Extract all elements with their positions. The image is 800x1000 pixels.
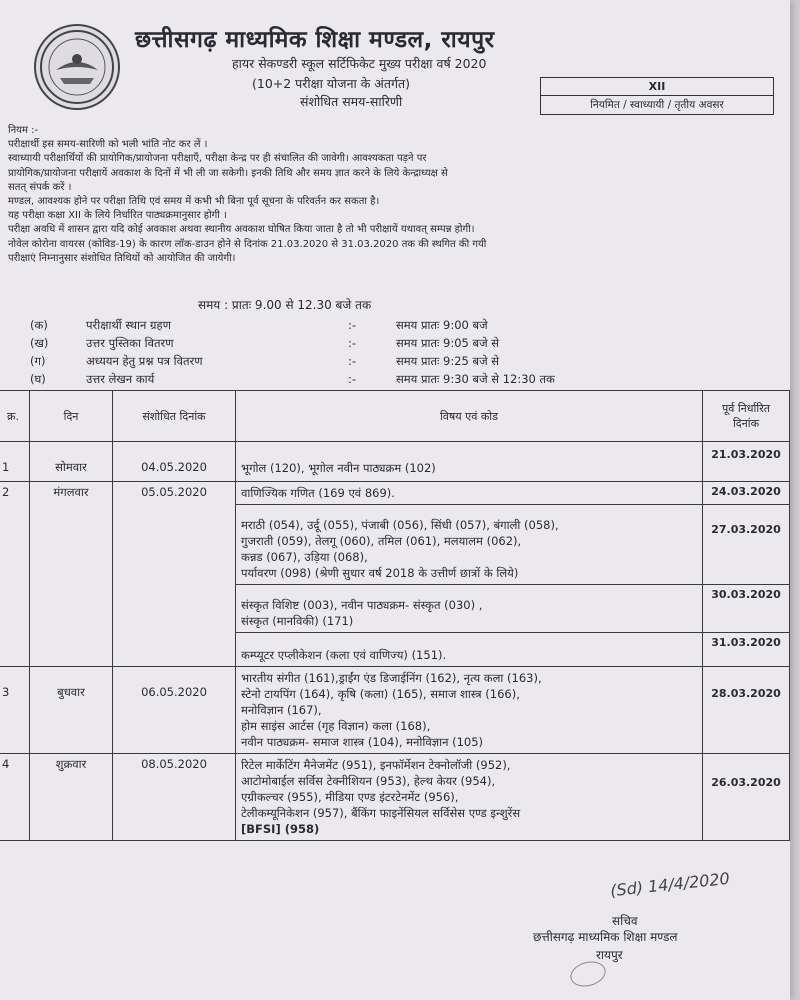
instructions-block	[8, 124, 778, 266]
cell-day: शुक्रवार	[30, 754, 113, 841]
header-subject: विषय एवं कोड	[236, 391, 703, 442]
instruction-line: सतत् संपर्क करें ।	[8, 181, 72, 193]
timing-dash: :-	[348, 372, 357, 386]
office-city: रायपुर	[596, 948, 623, 962]
timing-row	[30, 318, 730, 336]
subject-line: होम साइंस आर्टस (गृह विज्ञान) कला (168),	[241, 719, 431, 733]
candidate-categories: नियमित / स्वाध्यायी / तृतीय अवसर	[590, 99, 724, 111]
subject-line: आटोमोबाईल सर्विस टेक्नीशियन (953), हेल्थ केयर (954),	[241, 774, 496, 788]
instruction-line: परीक्षार्थी इस समय-सारिणी को भली भांति नोट कर लें ।	[8, 139, 208, 151]
instruction-line: प्रायोगिक/प्रायोजना परीक्षायें अवकाश के दिनों में भी ली जा सकेगी। इनकी तिथि और समय ज्ञात करने के लिये केन्द्राध्यक्ष से	[8, 167, 448, 179]
subject-line: संस्कृत (मानविकी) (171)	[241, 614, 354, 628]
timing-dash: :-	[348, 336, 357, 350]
instruction-line: स्वाध्यायी परीक्षार्थियों की प्रायोगिक/प्रायोजना परीक्षाएँ, परीक्षा केन्द्र पर ही संचालित की जावेगी। आवश्यकता पड़ने पर	[8, 153, 427, 165]
instruction-line: मण्डल, आवश्यक होने पर परीक्षा तिथि एवं समय में कभी भी बिना पूर्व सूचना के परिवर्तन कर सकता है।	[8, 196, 380, 208]
timetable	[0, 390, 790, 841]
cell-revised-date: 04.05.2020	[113, 442, 236, 482]
subject-line: मनोविज्ञान (167),	[241, 703, 322, 717]
cell-prev-date: 24.03.2020	[703, 482, 790, 505]
subject-line: कन्नड (067), उड़िया (068),	[241, 550, 368, 564]
office-name: छत्तीसगढ़ माध्यमिक शिक्षा मण्डल	[533, 930, 678, 944]
header-sno: क्र.	[0, 391, 30, 442]
cell-subject	[236, 585, 703, 633]
class-label: XII	[541, 78, 773, 96]
timing-key: (क)	[30, 318, 48, 332]
instruction-line: नियम :-	[8, 125, 39, 136]
subject-line: स्टेनो टायपिंग (164), कृषि (कला) (165), समाज शास्त्र (166),	[241, 687, 520, 701]
header-prev-date: पूर्व निर्धारित दिनांक	[703, 391, 790, 442]
exam-title: हायर सेकण्डरी स्कूल सर्टिफिकेट मुख्य परीक्षा वर्ष 2020	[232, 56, 487, 71]
subject-line: भूगोल (120), भूगोल नवीन पाठ्यक्रम (102)	[241, 461, 436, 475]
timing-label: अध्ययन हेतु प्रश्न पत्र वितरण	[86, 354, 203, 368]
signature: (Sd) 14/4/2020	[609, 868, 731, 901]
timing-row	[30, 336, 730, 354]
timing-value: समय प्रातः 9:30 बजे से 12:30 तक	[396, 372, 555, 386]
subject-line: एग्रीकल्चर (955), मीडिया एण्ड इंटरटेनमेंट (956),	[241, 790, 459, 804]
subject-line: कम्प्यूटर एप्लीकेशन (कला एवं वाणिज्य) (151).	[241, 648, 447, 662]
table-row	[0, 442, 790, 482]
instruction-line: यह परीक्षा कक्षा XII के लिये निर्धारित पाठ्यक्रमानुसार होगी ।	[8, 210, 227, 222]
cell-prev-date: 21.03.2020	[703, 442, 790, 482]
header-revised-date: संशोधित दिनांक	[113, 391, 236, 442]
subject-line: गुजराती (059), तेलगू (060), तमिल (061), मलयालम (062),	[241, 534, 522, 548]
timing-dash: :-	[348, 354, 357, 368]
cell-day: मंगलवार	[30, 482, 113, 667]
cell-subject	[236, 667, 703, 754]
timing-heading: समय : प्रातः 9.00 से 12.30 बजे तक	[198, 298, 372, 312]
timing-dash: :-	[348, 318, 357, 332]
cell-subject	[236, 633, 703, 667]
table-row	[0, 754, 790, 841]
timing-key: (ख)	[30, 336, 49, 350]
timetable-title: संशोधित समय-सारिणी	[300, 94, 403, 109]
header-day: दिन	[30, 391, 113, 442]
instruction-line: परीक्षाएं निम्नानुसार संशोधित तिथियों को आयोजित की जायेगी।	[8, 252, 236, 264]
timing-key: (ग)	[30, 354, 46, 368]
class-box	[540, 77, 774, 115]
cell-prev-date: 26.03.2020	[703, 754, 790, 841]
cell-prev-date: 28.03.2020	[703, 667, 790, 754]
timing-label: उत्तर लेखन कार्य	[86, 372, 155, 386]
cell-revised-date: 05.05.2020	[113, 482, 236, 667]
table-row	[0, 667, 790, 754]
subject-line: मराठी (054), उर्दू (055), पंजाबी (056), सिंधी (057), बंगाली (058),	[241, 518, 559, 532]
cell-day: सोमवार	[30, 442, 113, 482]
timing-value: समय प्रातः 9:00 बजे	[396, 318, 488, 332]
timing-label: परीक्षार्थी स्थान ग्रहण	[86, 318, 171, 332]
board-name: छत्तीसगढ़ माध्यमिक शिक्षा मण्डल, रायपुर	[135, 27, 495, 53]
designation: सचिव	[612, 914, 638, 928]
timing-value: समय प्रातः 9:05 बजे से	[396, 336, 500, 350]
cell-day: बुधवार	[30, 667, 113, 754]
timing-row	[30, 354, 730, 372]
timing-value: समय प्रातः 9:25 बजे से	[396, 354, 500, 368]
subject-line: रिटेल मार्केटिंग मैनेजमेंट (951), इनफॉर्मेशन टेक्नोलॉजी (952),	[241, 758, 511, 772]
instruction-line: परीक्षा अवधि में शासन द्वारा यदि कोई अवकाश अथवा स्थानीय अवकाश घोषित किया जाता है तो भी परीक्षायें यथावत् सम्पन्न होगी।	[8, 224, 475, 236]
cell-revised-date: 08.05.2020	[113, 754, 236, 841]
subject-line: टेलीकम्यूनिकेशन (957), बैंकिंग फाइनेंसियल सर्विसेस एण्ड इन्शुरेंस	[241, 806, 521, 820]
subject-line: [BFSI] (958)	[241, 822, 320, 836]
cell-prev-date: 27.03.2020	[703, 505, 790, 585]
board-emblem-icon	[34, 24, 120, 110]
cell-prev-date: 31.03.2020	[703, 633, 790, 667]
cell-revised-date: 06.05.2020	[113, 667, 236, 754]
subject-line: भारतीय संगीत (161),ड्राईंग एंड डिजाईनिंग (162), नृत्य कला (163),	[241, 671, 542, 685]
table-header-row	[0, 391, 790, 442]
subject-line: पर्यावरण (098) (श्रेणी सुधार वर्ष 2018 के उत्तीर्ण छात्रों के लिये)	[241, 566, 519, 580]
cell-subject	[236, 442, 703, 482]
subject-line: वाणिज्यिक गणित (169 एवं 869).	[241, 486, 395, 500]
cell-subject	[236, 754, 703, 841]
subject-line: संस्कृत विशिष्ट (003), नवीन पाठ्यक्रम- संस्कृत (030) ,	[241, 598, 483, 612]
cell-sno: 4	[0, 754, 30, 841]
cell-subject	[236, 482, 703, 505]
table-row	[0, 482, 790, 505]
exam-scheme: (10+2 परीक्षा योजना के अंतर्गत)	[252, 76, 411, 91]
timing-label: उत्तर पुस्तिका वितरण	[86, 336, 174, 350]
timing-row	[30, 372, 730, 390]
cell-sno: 1	[0, 442, 30, 482]
timing-key: (घ)	[30, 372, 46, 386]
instruction-line: नोवेल कोरोना वायरस (कोविड-19) के कारण लॉक-डाउन होने से दिनांक 21.03.2020 से 31.03.2020 तक की स्थगित की गयी	[8, 238, 487, 250]
subject-line: नवीन पाठ्यक्रम- समाज शास्त्र (104), मनोविज्ञान (105)	[241, 735, 484, 749]
cell-prev-date: 30.03.2020	[703, 585, 790, 633]
cell-subject	[236, 505, 703, 585]
cell-sno: 3	[0, 667, 30, 754]
cell-sno: 2	[0, 482, 30, 667]
